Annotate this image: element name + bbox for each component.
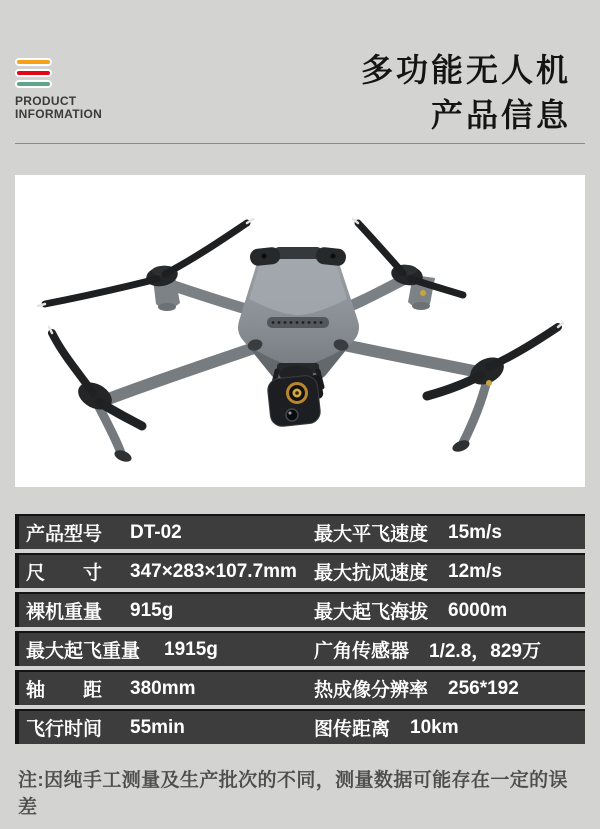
spec-label: 产品型号 <box>26 524 103 545</box>
spec-label: 裸机重量 <box>26 602 103 623</box>
spec-pair <box>26 714 314 741</box>
spec-pair <box>314 636 585 663</box>
spec-value: 1915g <box>164 638 218 660</box>
header <box>0 0 600 138</box>
page-title-line2: 产品信息 <box>430 97 571 133</box>
spec-pair <box>314 714 585 741</box>
logo-text <box>15 95 165 121</box>
spec-pair <box>26 636 314 663</box>
spec-value: 915g <box>130 599 174 621</box>
spec-pair <box>26 597 314 624</box>
logo-bar-orange-icon <box>15 58 52 66</box>
spec-value: 1/2.8，829万 <box>429 641 541 662</box>
spec-pair <box>314 597 585 624</box>
spec-pair <box>314 675 585 702</box>
spec-value: 256*192 <box>448 677 519 699</box>
header-divider <box>15 143 585 144</box>
spec-label: 最大起飞海拔 <box>314 602 429 623</box>
logo-bar-green-icon <box>15 80 52 88</box>
spec-label: 飞行时间 <box>26 719 103 740</box>
spec-row-takeoff-weight <box>15 631 585 666</box>
brand-logo <box>15 58 165 138</box>
spec-value: 55min <box>130 716 185 738</box>
quadcopter-drone-illustration <box>15 175 585 487</box>
spec-label: 最大起飞重量 <box>26 641 141 662</box>
spec-label: 最大平飞速度 <box>314 524 429 545</box>
spec-row-flight-time <box>15 709 585 744</box>
page-title-line1: 多功能无人机 <box>360 52 571 88</box>
page-title <box>361 48 585 138</box>
spec-value: 347×283×107.7mm <box>130 560 297 582</box>
spec-row-model <box>15 514 585 549</box>
spec-value: 6000m <box>448 599 508 621</box>
spec-row-dimensions <box>15 553 585 588</box>
product-photo-frame <box>15 175 585 487</box>
spec-row-wheelbase <box>15 670 585 705</box>
spec-label: 图传距离 <box>314 719 391 740</box>
logo-text-line2: INFORMATION <box>15 107 103 121</box>
measurement-note: 注:因纯手工测量及生产批次的不同，测量数据可能存在一定的误差 <box>18 770 568 818</box>
spec-pair <box>26 675 314 702</box>
spec-label: 热成像分辨率 <box>314 680 429 701</box>
spec-pair <box>26 519 314 546</box>
spec-value: 380mm <box>130 677 196 699</box>
logo-text-line1: PRODUCT <box>15 94 77 108</box>
spec-value: 15m/s <box>448 521 502 543</box>
spec-label: 轴 距 <box>26 680 103 701</box>
spec-value: DT-02 <box>130 521 182 543</box>
spec-row-weight <box>15 592 585 627</box>
spec-pair <box>26 558 314 585</box>
spec-label: 最大抗风速度 <box>314 563 429 584</box>
spec-label: 尺 寸 <box>26 563 103 584</box>
spec-value: 10km <box>410 716 459 738</box>
spec-label: 广角传感器 <box>314 641 410 662</box>
spec-pair <box>314 558 585 585</box>
logo-bar-red-icon <box>15 69 52 77</box>
spec-value: 12m/s <box>448 560 502 582</box>
spec-table <box>15 514 585 744</box>
spec-pair <box>314 519 585 546</box>
